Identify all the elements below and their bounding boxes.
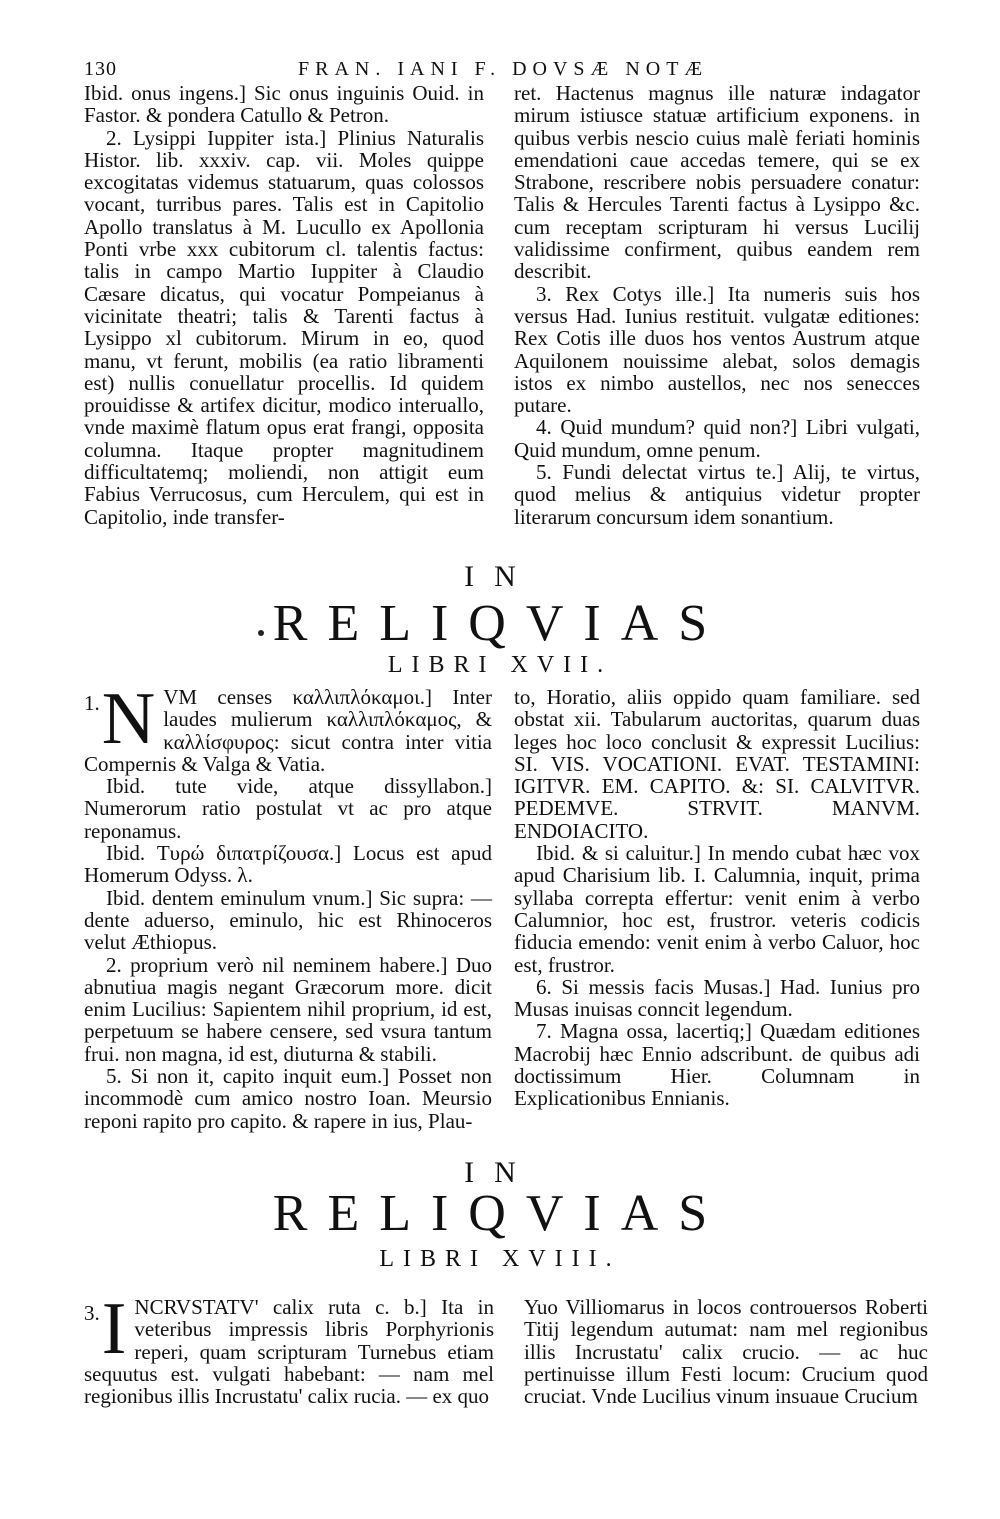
- printer-dot-ornament: [258, 630, 264, 636]
- note-paragraph: 6. Si messis facis Musas.] Had. Iunius pro Musas inuisas conncit legendum.: [514, 974, 920, 1022]
- note-paragraph: 4. Quid mundum? quid non?] Libri vulgati, Quid mundum, omne penum.: [514, 415, 920, 462]
- section3-right-column: [524, 1296, 928, 1407]
- note-paragraph: 7. Magna ossa, lacertiq;] Quædam editiones Macrobij hæc Ennio adscribunt. de quibus adi doctissimum Hier. Columnam in Explicationibus Ennianis.: [514, 1019, 920, 1111]
- note-paragraph: Ibid. dentem eminulum vnum.] Sic supra: — dente aduerso, eminulo, hic est Rhinoceros velut Æthiopus.: [84, 885, 492, 955]
- note-paragraph: 5. Fundi delectat virtus te.] Alij, te virtus, quod melius & antiquius videtur propter literarum concursum idem sonantium.: [514, 460, 920, 529]
- note-paragraph: 5. Si non it, capito inquit eum.] Posset non incommodè cum amico nostro Ioan. Meursio reponi rapito pro capito. & rapere in ius, Plau-: [84, 1064, 492, 1133]
- note-paragraph: 2. proprium verò nil neminem habere.] Duo abnutiua magis negant Græcorum more. dicit enim Lucilius: Sapientem nihil proprium, id est, perpetuum se habere censere, sed vsura tantum frui. non magna, id est, diuturna & stabili.: [84, 952, 492, 1066]
- section1-left-column: [84, 82, 484, 528]
- note-paragraph: to, Horatio, aliis oppido quam familiare. sed obstat xii. Tabularum auctoritas, quarum duas leges hoc loco conclusit & expressit Lucilius: SI. VIS. VOCATIONI. EVAT. TESTAMINI: IGITVR. EM. CAPITO. &: SI. CALVITVR. PEDEMVE. STRVIT. MANVM. ENDOIACITO.: [514, 685, 920, 843]
- heading-reliqvias: RELIQVIAS: [272, 595, 728, 652]
- heading-reliqvias: RELIQVIAS: [272, 1185, 728, 1242]
- note-paragraph: ret. Hactenus magnus ille naturæ indagator mirum istiusce statuæ artificium exponens. in quibus verbis nescio cuius malè feriati hominis emendationi caue accedas temere, qui se ex Strabone, rescribere nobis persuadere conatur: Talis & Hercules Tarenti factus à Lysippo &c. cum receptam scripturam hi versus Lucilij validissime confirment, quibus eandem rem describit.: [514, 81, 920, 284]
- note-paragraph: Ibid. Τυρώ διπατρίζουσα.] Locus est apud Homerum Odyss. λ.: [84, 841, 492, 888]
- note-paragraph: Yuo Villiomarus in locos controuersos Roberti Titij legendum autumat: nam mel regionibus illis Incrustatu' calix crucio. — ac huc pertinuisse illum Festi locum: Crucium quod cruciat. Vnde Lucilius vinum insuaue Crucium: [524, 1295, 928, 1409]
- heading-libri: LIBRI XVIII.: [379, 1246, 621, 1272]
- first-note-paragraph: [84, 1288, 494, 1409]
- note-paragraph: Ibid. tute vide, atque dissyllabon.] Numerorum ratio postulat vt ac pro atque reponamus.: [84, 774, 492, 843]
- note-number: 3.: [84, 1301, 100, 1325]
- heading-in: IN: [464, 1156, 536, 1189]
- section2-left-column: [84, 678, 492, 1133]
- drop-cap: I: [101, 1288, 127, 1370]
- running-header: [84, 56, 920, 84]
- note-paragraph: Ibid. & si caluitur.] In mendo cubat hæc vox apud Charisium lib. I. Calumnia, inquit, prima syllaba correpta effertur: venit enim à verbo Calumnior, hoc est, frustror. veteris codicis fiducia emendo: venit enim à verbo Caluor, hoc est, frustror.: [514, 841, 920, 977]
- first-note-paragraph: [84, 678, 492, 776]
- note-text: NCRVSTATV' calix ruta c. b.] Ita in veteribus impressis libris Porphyrionis reperi, quam scripturam Turnebus etiam sequutus est. vulgati habebant: — nam mel regionibus illis Incrustatu' calix rucia. — ex quo: [84, 1295, 494, 1409]
- running-title: FRAN. IANI F. DOVSÆ NOTÆ: [298, 58, 709, 80]
- note-paragraph: 3. Rex Cotys ille.] Ita numeris suis hos versus Had. Iunius restituit. vulgatæ editiones: Rex Cotis ille duos hos ventos Austrum atque Aquilonem nouissime alebat, solos demagis istos ex nimbo austellos, nec nos senecces putare.: [514, 281, 920, 418]
- note-number: 1.: [84, 691, 100, 715]
- note-paragraph: Ibid. onus ingens.] Sic onus inguinis Ouid. in Fastor. & pondera Catullo & Petron.: [84, 81, 484, 128]
- section2-right-column: [514, 686, 920, 1110]
- section1-right-column: [514, 82, 920, 528]
- section3-left-column: [84, 1288, 494, 1409]
- drop-cap: N: [101, 678, 156, 760]
- page-number: 130: [84, 58, 117, 80]
- note-paragraph: 2. Lysippi Iuppiter ista.] Plinius Naturalis Histor. lib. xxxiv. cap. vii. Moles quippe excogitatas videmus statuarum, quas colossos vocant, turribus pares. Talis est in Capitolio Apollo translatus à M. Lucullo ex Apollonia Ponti vrbe xxx cubitorum cl. talentis factus: talis in campo Martio Iuppiter à Claudio Cæsare dicatus, qui vocatur Pompeianus à vicinitate theatri; talis & Tarenti factus à Lysippo xl cubitorum. Mirum in eo, quod manu, vt ferunt, mobilis (ea ratio libramenti est) nullis conuellatur procellis. Id quidem prouidisse & artifex dicitur, modico interuallo, vnde maximè flatum opus erat frangi, opposita columna. Itaque propter magnitudinem difficultatemq; moliendi, non attigit eum Fabius Verrucosus, cum Herculem, qui est in Capitolio, inde transfer-: [84, 125, 484, 529]
- heading-libri: LIBRI XVII.: [387, 652, 613, 678]
- heading-in: IN: [464, 560, 536, 593]
- note-text: VM censes καλλιπλόκαμοι.] Inter laudes mulierum καλλιπλόκαμος, & καλλίσφυρος: sicut contra inter vitia Compernis & Valga & Vatia.: [84, 685, 492, 776]
